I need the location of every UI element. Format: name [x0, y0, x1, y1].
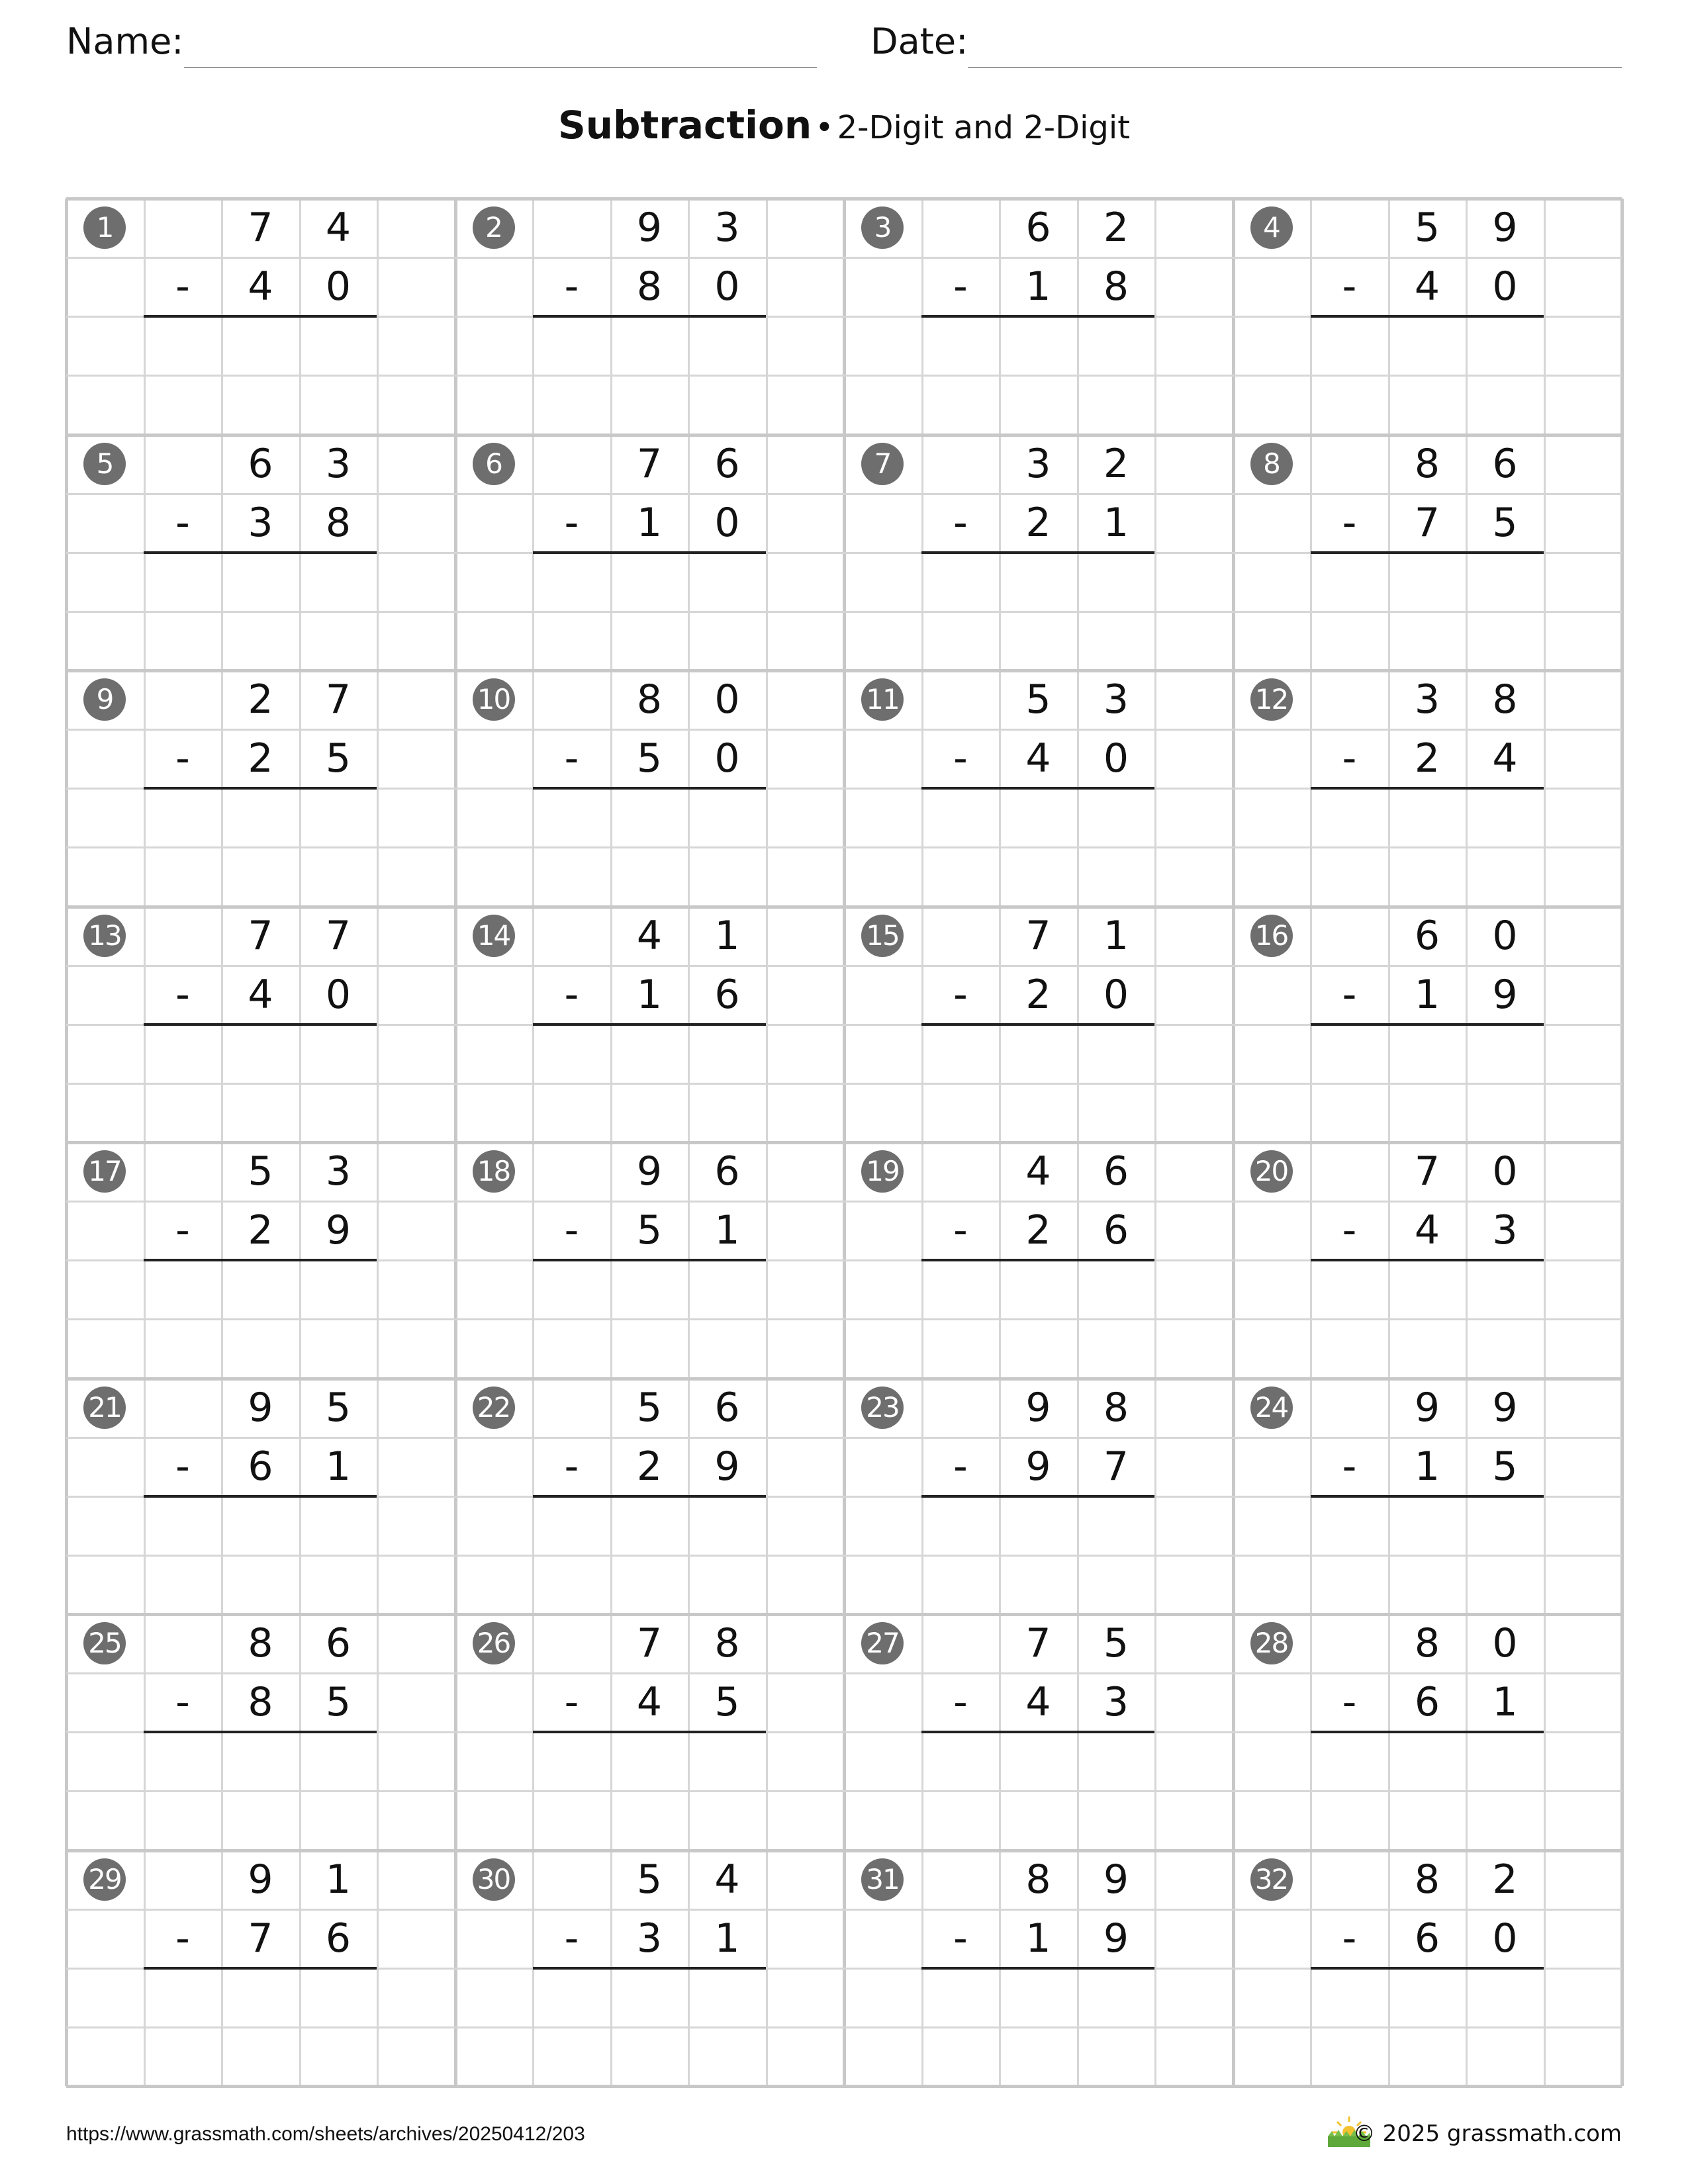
problem-21	[66, 1379, 455, 1614]
subtrahend-digit: 6	[1414, 1679, 1440, 1726]
minuend-digit: 3	[1103, 676, 1129, 723]
subtrahend-digit: 1	[714, 1915, 740, 1962]
minuend-digit: 4	[1025, 1148, 1051, 1195]
answer-area[interactable]	[922, 1732, 1156, 1791]
problem-6	[455, 435, 844, 670]
answer-area[interactable]	[1311, 553, 1544, 612]
problem-number-badge: 21	[83, 1387, 126, 1429]
problem-2	[455, 199, 844, 434]
minuend-digit: 0	[1492, 1620, 1518, 1666]
subtrahend-digit: 2	[1025, 499, 1051, 546]
answer-area[interactable]	[144, 788, 378, 847]
answer-area[interactable]	[533, 553, 767, 612]
subtrahend-digit: 0	[1103, 971, 1129, 1018]
page-title	[0, 103, 1688, 148]
minuend-digit: 5	[325, 1384, 352, 1431]
answer-area[interactable]	[1311, 1968, 1544, 2027]
minus-sign: -	[564, 1679, 579, 1726]
minus-sign: -	[1342, 499, 1357, 546]
minus-sign: -	[564, 1915, 579, 1962]
subtrahend-digit: 1	[714, 1207, 740, 1254]
subtrahend-digit: 4	[248, 263, 273, 310]
answer-area[interactable]	[144, 1732, 378, 1791]
date-label: Date:	[870, 21, 968, 62]
subtrahend-digit: 9	[1492, 971, 1518, 1018]
problem-24	[1233, 1379, 1622, 1614]
problem-15	[844, 907, 1233, 1142]
subtrahend-digit: 2	[636, 1443, 663, 1490]
answer-area[interactable]	[922, 1024, 1156, 1083]
subtrahend-digit: 0	[1492, 263, 1518, 310]
minuend-digit: 5	[636, 1384, 663, 1431]
subtrahend-digit: 0	[714, 263, 740, 310]
minuend-digit: 6	[1492, 440, 1518, 487]
answer-area[interactable]	[533, 1260, 767, 1319]
problem-number-badge: 2	[473, 206, 515, 249]
minuend-digit: 8	[1025, 1856, 1051, 1903]
minus-sign: -	[1342, 735, 1357, 782]
minuend-digit: 1	[1103, 912, 1129, 959]
subtrahend-digit: 9	[714, 1443, 740, 1490]
subtrahend-digit: 0	[1492, 1915, 1518, 1962]
subtrahend-digit: 0	[325, 971, 352, 1018]
subtrahend-digit: 4	[636, 1679, 663, 1726]
problem-number-badge: 3	[861, 206, 904, 249]
minuend-digit: 9	[248, 1384, 273, 1431]
minus-sign: -	[564, 499, 579, 546]
problem-13	[66, 907, 455, 1142]
minuend-digit: 5	[1025, 676, 1051, 723]
minuend-digit: 6	[325, 1620, 352, 1666]
title-separator: •	[815, 109, 834, 146]
problem-number-badge: 23	[861, 1387, 904, 1429]
minuend-digit: 8	[248, 1620, 273, 1666]
problem-number-badge: 4	[1250, 206, 1293, 249]
subtrahend-digit: 1	[1025, 263, 1051, 310]
problem-23	[844, 1379, 1233, 1614]
subtrahend-digit: 3	[1103, 1679, 1129, 1726]
problem-25	[66, 1614, 455, 1850]
subtrahend-digit: 0	[1103, 735, 1129, 782]
minuend-digit: 9	[1492, 1384, 1518, 1431]
minus-sign: -	[953, 735, 968, 782]
subtrahend-digit: 8	[636, 263, 663, 310]
minuend-digit: 6	[714, 440, 740, 487]
minuend-digit: 4	[636, 912, 663, 959]
footer-copyright: © 2025 grassmath.com	[1352, 2120, 1622, 2147]
minuend-digit: 6	[1025, 205, 1051, 251]
minuend-digit: 8	[1414, 1856, 1440, 1903]
problem-number-badge: 8	[1250, 443, 1293, 485]
subtrahend-digit: 4	[1492, 735, 1518, 782]
subtrahend-digit: 6	[1103, 1207, 1129, 1254]
problem-number-badge: 14	[473, 915, 515, 957]
minuend-digit: 3	[325, 1148, 352, 1195]
minuend-digit: 9	[1414, 1384, 1440, 1431]
minuend-digit: 0	[1492, 1148, 1518, 1195]
problem-10	[455, 670, 844, 906]
subtrahend-digit: 7	[1103, 1443, 1129, 1490]
problem-number-badge: 32	[1250, 1858, 1293, 1901]
minus-sign: -	[564, 971, 579, 1018]
minuend-digit: 7	[636, 1620, 663, 1666]
minuend-digit: 2	[1492, 1856, 1518, 1903]
problem-9	[66, 670, 455, 906]
minus-sign: -	[564, 735, 579, 782]
answer-area[interactable]	[144, 1968, 378, 2027]
problem-1	[66, 199, 455, 434]
subtrahend-digit: 1	[1414, 971, 1440, 1018]
minuend-digit: 6	[1103, 1148, 1129, 1195]
minuend-digit: 3	[1025, 440, 1051, 487]
subtrahend-digit: 3	[1492, 1207, 1518, 1254]
minuend-digit: 5	[248, 1148, 273, 1195]
minuend-digit: 2	[1103, 205, 1129, 251]
minus-sign: -	[953, 971, 968, 1018]
minus-sign: -	[175, 735, 190, 782]
answer-area[interactable]	[922, 1260, 1156, 1319]
problem-number-badge: 19	[861, 1150, 904, 1193]
answer-area[interactable]	[922, 316, 1156, 375]
minuend-digit: 7	[1414, 1148, 1440, 1195]
subtrahend-digit: 2	[248, 735, 273, 782]
answer-area[interactable]	[533, 1732, 767, 1791]
minus-sign: -	[175, 971, 190, 1018]
minus-sign: -	[1342, 1915, 1357, 1962]
minuend-digit: 5	[1414, 205, 1440, 251]
answer-area[interactable]	[1311, 1496, 1544, 1555]
subtrahend-digit: 2	[248, 1207, 273, 1254]
subtrahend-digit: 5	[714, 1679, 740, 1726]
problem-30	[455, 1850, 844, 2086]
subtrahend-digit: 0	[714, 499, 740, 546]
subtrahend-digit: 0	[325, 263, 352, 310]
subtrahend-digit: 1	[1025, 1915, 1051, 1962]
subtrahend-digit: 6	[1414, 1915, 1440, 1962]
problem-17	[66, 1142, 455, 1378]
answer-area[interactable]	[1311, 788, 1544, 847]
subtrahend-digit: 0	[714, 735, 740, 782]
minus-sign: -	[1342, 1207, 1357, 1254]
minus-sign: -	[953, 1915, 968, 1962]
problem-number-badge: 27	[861, 1622, 904, 1664]
minuend-digit: 7	[248, 205, 273, 251]
minuend-digit: 9	[1025, 1384, 1051, 1431]
answer-area[interactable]	[922, 553, 1156, 612]
answer-area[interactable]	[533, 1024, 767, 1083]
answer-area[interactable]	[144, 1496, 378, 1555]
problem-number-badge: 12	[1250, 678, 1293, 721]
minuend-digit: 5	[1103, 1620, 1129, 1666]
subtrahend-digit: 1	[1492, 1679, 1518, 1726]
minus-sign: -	[953, 1679, 968, 1726]
subtrahend-digit: 6	[325, 1915, 352, 1962]
subtrahend-digit: 9	[1025, 1443, 1051, 1490]
minuend-digit: 5	[636, 1856, 663, 1903]
minus-sign: -	[564, 1443, 579, 1490]
problem-number-badge: 22	[473, 1387, 515, 1429]
minuend-digit: 9	[636, 1148, 663, 1195]
subtrahend-digit: 4	[1025, 735, 1051, 782]
minus-sign: -	[175, 1443, 190, 1490]
minuend-digit: 0	[714, 676, 740, 723]
minuend-digit: 9	[1492, 205, 1518, 251]
minuend-digit: 4	[325, 205, 352, 251]
minuend-digit: 7	[636, 440, 663, 487]
problem-14	[455, 907, 844, 1142]
minuend-digit: 2	[1103, 440, 1129, 487]
minus-sign: -	[953, 1443, 968, 1490]
minus-sign: -	[1342, 1679, 1357, 1726]
minuend-digit: 4	[714, 1856, 740, 1903]
problem-number-badge: 29	[83, 1858, 126, 1901]
problem-22	[455, 1379, 844, 1614]
subtrahend-digit: 8	[325, 499, 352, 546]
title-main: Subtraction	[557, 103, 812, 148]
problem-16	[1233, 907, 1622, 1142]
minuend-digit: 6	[714, 1384, 740, 1431]
problem-number-badge: 7	[861, 443, 904, 485]
problem-number-badge: 1	[83, 206, 126, 249]
minuend-digit: 3	[714, 205, 740, 251]
minus-sign: -	[1342, 263, 1357, 310]
answer-area[interactable]	[144, 1260, 378, 1319]
minus-sign: -	[175, 263, 190, 310]
answer-area[interactable]	[144, 316, 378, 375]
answer-area[interactable]	[1311, 1732, 1544, 1791]
subtrahend-digit: 4	[1025, 1679, 1051, 1726]
subtrahend-digit: 5	[636, 1207, 663, 1254]
minuend-digit: 3	[325, 440, 352, 487]
answer-area[interactable]	[922, 1496, 1156, 1555]
subtrahend-digit: 2	[1414, 735, 1440, 782]
problem-number-badge: 17	[83, 1150, 126, 1193]
minuend-digit: 6	[714, 1148, 740, 1195]
subtrahend-digit: 1	[1103, 499, 1129, 546]
answer-area[interactable]	[922, 1968, 1156, 2027]
minus-sign: -	[175, 1679, 190, 1726]
problem-number-badge: 9	[83, 678, 126, 721]
minus-sign: -	[175, 1915, 190, 1962]
subtrahend-digit: 9	[1103, 1915, 1129, 1962]
title-subtitle: 2-Digit and 2-Digit	[837, 109, 1131, 146]
problem-31	[844, 1850, 1233, 2086]
subtrahend-digit: 6	[714, 971, 740, 1018]
problem-29	[66, 1850, 455, 2086]
problem-8	[1233, 435, 1622, 670]
problem-number-badge: 6	[473, 443, 515, 485]
problem-32	[1233, 1850, 1622, 2086]
subtrahend-digit: 1	[636, 499, 663, 546]
problem-number-badge: 24	[1250, 1387, 1293, 1429]
problem-number-badge: 25	[83, 1622, 126, 1664]
minuend-digit: 8	[1414, 440, 1440, 487]
subtrahend-digit: 4	[1414, 263, 1440, 310]
subtrahend-digit: 6	[248, 1443, 273, 1490]
problem-number-badge: 18	[473, 1150, 515, 1193]
minus-sign: -	[953, 499, 968, 546]
minuend-digit: 6	[248, 440, 273, 487]
minus-sign: -	[1342, 1443, 1357, 1490]
subtrahend-digit: 2	[1025, 1207, 1051, 1254]
minus-sign: -	[1342, 971, 1357, 1018]
problem-5	[66, 435, 455, 670]
answer-area[interactable]	[533, 1968, 767, 2027]
minuend-digit: 8	[636, 676, 663, 723]
minus-sign: -	[175, 1207, 190, 1254]
problem-7	[844, 435, 1233, 670]
subtrahend-digit: 5	[1492, 499, 1518, 546]
problem-20	[1233, 1142, 1622, 1378]
minuend-digit: 7	[325, 912, 352, 959]
subtrahend-digit: 3	[636, 1915, 663, 1962]
minus-sign: -	[564, 263, 579, 310]
minuend-digit: 7	[1025, 912, 1051, 959]
subtrahend-digit: 9	[325, 1207, 352, 1254]
subtrahend-digit: 5	[636, 735, 663, 782]
problem-number-badge: 11	[861, 678, 904, 721]
problem-19	[844, 1142, 1233, 1378]
answer-area[interactable]	[1311, 1024, 1544, 1083]
problem-number-badge: 28	[1250, 1622, 1293, 1664]
subtrahend-digit: 8	[1103, 263, 1129, 310]
minus-sign: -	[953, 263, 968, 310]
minuend-digit: 8	[714, 1620, 740, 1666]
subtrahend-digit: 1	[636, 971, 663, 1018]
answer-area[interactable]	[922, 788, 1156, 847]
minuend-digit: 9	[636, 205, 663, 251]
problem-27	[844, 1614, 1233, 1850]
problem-11	[844, 670, 1233, 906]
minuend-digit: 8	[1492, 676, 1518, 723]
subtrahend-digit: 1	[1414, 1443, 1440, 1490]
problem-number-badge: 20	[1250, 1150, 1293, 1193]
problem-18	[455, 1142, 844, 1378]
answer-area[interactable]	[533, 788, 767, 847]
answer-area[interactable]	[1311, 1260, 1544, 1319]
minuend-digit: 1	[714, 912, 740, 959]
minuend-digit: 7	[248, 912, 273, 959]
minuend-digit: 7	[325, 676, 352, 723]
problem-3	[844, 199, 1233, 434]
problem-number-badge: 30	[473, 1858, 515, 1901]
answer-area[interactable]	[533, 316, 767, 375]
minus-sign: -	[564, 1207, 579, 1254]
date-field-line[interactable]	[968, 67, 1622, 68]
subtrahend-digit: 5	[325, 1679, 352, 1726]
subtrahend-digit: 2	[1025, 971, 1051, 1018]
subtrahend-digit: 5	[1492, 1443, 1518, 1490]
problem-number-badge: 31	[861, 1858, 904, 1901]
problem-number-badge: 13	[83, 915, 126, 957]
minuend-digit: 1	[325, 1856, 352, 1903]
subtrahend-digit: 3	[248, 499, 273, 546]
problem-number-badge: 10	[473, 678, 515, 721]
minuend-digit: 8	[1414, 1620, 1440, 1666]
name-label: Name:	[66, 21, 184, 62]
minuend-digit: 3	[1414, 676, 1440, 723]
subtrahend-digit: 4	[1414, 1207, 1440, 1254]
problem-number-badge: 16	[1250, 915, 1293, 957]
answer-area[interactable]	[144, 553, 378, 612]
problem-4	[1233, 199, 1622, 434]
minuend-digit: 9	[248, 1856, 273, 1903]
minuend-digit: 8	[1103, 1384, 1129, 1431]
minuend-digit: 0	[1492, 912, 1518, 959]
problem-12	[1233, 670, 1622, 906]
subtrahend-digit: 7	[248, 1915, 273, 1962]
subtrahend-digit: 5	[325, 735, 352, 782]
problem-number-badge: 26	[473, 1622, 515, 1664]
answer-area[interactable]	[533, 1496, 767, 1555]
subtrahend-digit: 7	[1414, 499, 1440, 546]
subtrahend-digit: 8	[248, 1679, 273, 1726]
problem-number-badge: 15	[861, 915, 904, 957]
minuend-digit: 6	[1414, 912, 1440, 959]
answer-area[interactable]	[1311, 316, 1544, 375]
minus-sign: -	[175, 499, 190, 546]
problem-number-badge: 5	[83, 443, 126, 485]
answer-area[interactable]	[144, 1024, 378, 1083]
minuend-digit: 2	[248, 676, 273, 723]
minuend-digit: 9	[1103, 1856, 1129, 1903]
subtrahend-digit: 1	[325, 1443, 352, 1490]
footer-url[interactable]: https://www.grassmath.com/sheets/archives/20250412/203	[66, 2123, 585, 2145]
minus-sign: -	[953, 1207, 968, 1254]
minuend-digit: 7	[1025, 1620, 1051, 1666]
worksheet-grid	[66, 199, 1622, 2086]
problem-28	[1233, 1614, 1622, 1850]
subtrahend-digit: 4	[248, 971, 273, 1018]
problem-26	[455, 1614, 844, 1850]
name-field-line[interactable]	[184, 67, 817, 68]
